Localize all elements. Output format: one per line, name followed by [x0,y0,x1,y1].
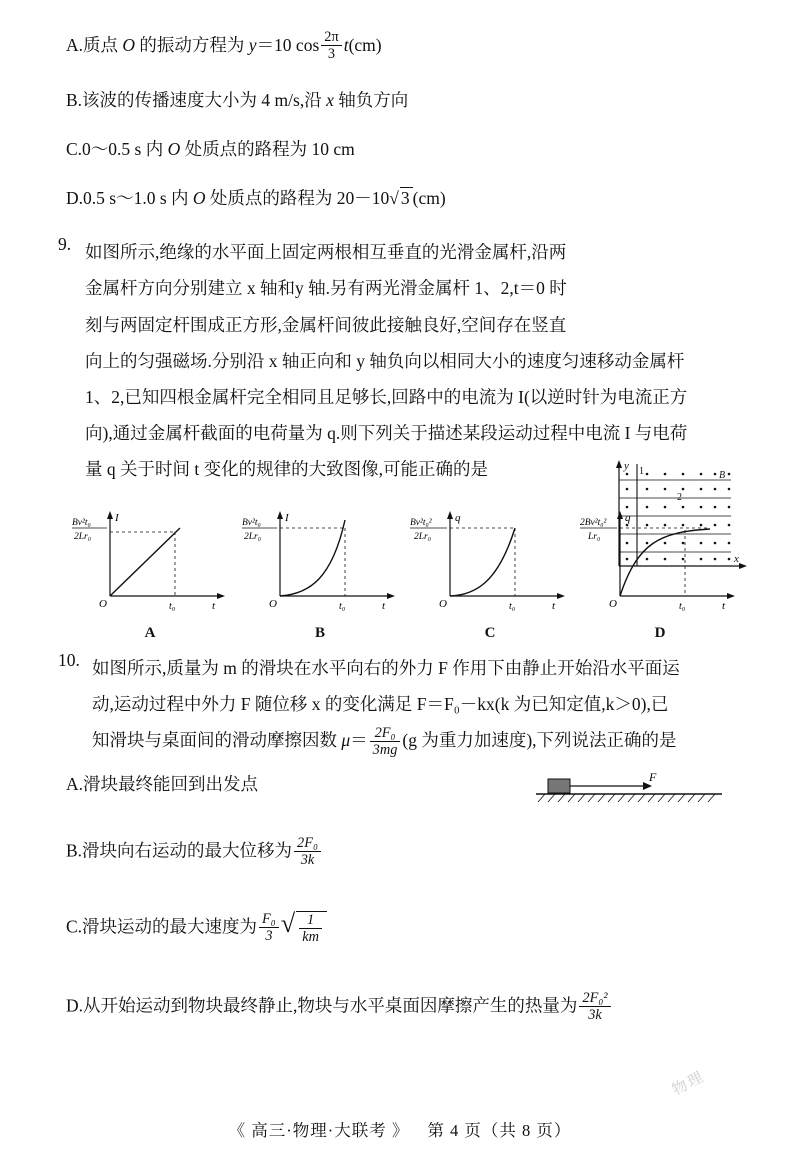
option-a-q10-text: A.滑块最终能回到出发点 [66,773,259,794]
graph-option-b [240,506,400,642]
svg-text:B: B [719,470,726,482]
svg-text:Bv²t₀: Bv²t₀ [242,517,261,528]
svg-text:O: O [269,597,277,610]
question-10-line-3-pre: 知滑块与桌面间的滑动摩擦因数 [92,730,342,751]
svg-text:1: 1 [639,466,644,478]
fraction-2F0-3mg: $\frac{\text{2F₀}}{3mg}$ [370,725,401,758]
question-10-line-2: 动,运动过程中外力 F 随位移 x 的变化满足 F＝F₀－kx(k 为已知定值,k＞0),已 [92,693,669,714]
fraction-F0-3: $\frac{\text{F₀}}{3}$ [259,911,279,944]
svg-text:I: I [285,511,289,524]
question-9-line-2: 金属杆方向分别建立 x 轴和y 轴.另有两光滑金属杆 1、2,t＝0 时 [85,278,567,299]
question-10 [58,650,748,759]
svg-text:O: O [439,597,447,610]
footer-page-number: 第 4 页（共 8 页） [427,1121,572,1140]
svg-text:q: q [455,511,461,524]
question-9-body [58,234,748,488]
option-c-q10: C.滑块运动的最大速度为 $\frac{\text{F₀}}{3}$ √ $\frac{1}{km}$ [58,911,748,945]
question-10-body [58,650,748,759]
option-b-q10-text: B.滑块向右运动的最大位移为 [66,840,293,861]
page-footer [0,1117,800,1141]
page-content [58,30,748,1024]
svg-text:Bv²t₀²: Bv²t₀² [410,517,432,528]
svg-text:2: 2 [677,492,682,504]
svg-text:t: t [382,599,386,612]
option-b-q8 [58,87,748,112]
svg-text:I: I [115,511,119,524]
svg-text:t₀: t₀ [679,600,686,612]
figure-q9 [603,458,748,576]
question-9-line-7: 量 q 关于时间 t 变化的规律的大致图像,可能正确的是 [85,459,488,480]
option-b-q10 [58,836,748,869]
question-10-number: 10. [58,649,80,670]
sqrt-content: $\frac{1}{km}$ [296,911,327,945]
watermark: 物理 [669,1068,708,1099]
svg-text:t₀: t₀ [509,600,516,612]
option-c-q10-text: C.滑块运动的最大速度为 [66,916,258,937]
svg-text:F: F [649,770,657,784]
option-d-q8-text: D.0.5 s～1.0 s 内 O 处质点的路程为 20－10√ 3 (cm) [66,188,446,209]
option-d-q8 [58,185,748,210]
svg-text:2Lr₀: 2Lr₀ [244,531,262,542]
question-10-options [58,771,748,1024]
svg-text:O: O [609,597,617,610]
graph-option-b-label: B [314,624,325,641]
svg-text:Bv²t₀: Bv²t₀ [72,517,91,528]
fraction-2F0-3k: $\frac{\text{2F₀}}{3k}$ [294,835,321,868]
svg-text:q: q [625,511,631,524]
svg-text:Lr₀: Lr₀ [588,531,601,542]
graph-option-d-label: D [654,624,666,641]
question-10-line-3 [92,722,748,759]
option-c-q8-text: C.0～0.5 s 内 O 处质点的路程为 10 cm [66,139,355,160]
graph-option-a [70,506,230,642]
svg-text:t: t [212,599,216,612]
option-c-q8 [58,136,748,161]
svg-text:t: t [722,599,726,612]
svg-text:2Lr₀: 2Lr₀ [414,531,432,542]
fraction-2F0sq-3k: $\frac{\text{2F₀²}}{3k}$ [579,990,610,1023]
question-10-line-3-post: (g 为重力加速度),下列说法正确的是 [402,730,677,751]
svg-text:t₀: t₀ [339,600,346,612]
footer-title: 《 高三·物理·大联考 》 [228,1121,410,1140]
svg-text:x: x [734,553,739,566]
question-9-line-4: 向上的匀强磁场.分别沿 x 轴正向和 y 轴负向以相同大小的速度匀速移动金属杆 [85,350,685,371]
question-9-line-3: 刻与两固定杆围成正方形,金属杆间彼此接触良好,空间存在竖直 [85,314,567,335]
question-9-line-1: 如图所示,绝缘的水平面上固定两根相互垂直的光滑金属杆,沿两 [85,242,567,263]
graph-option-c-label: C [484,624,496,641]
equals-sign: ＝ [350,730,368,751]
svg-text:t₀: t₀ [169,600,176,612]
question-9-number: 9. [58,234,72,255]
option-a-q8-text: A.质点 O 的振动方程为 y＝10 cos $\frac{2\pi}{3}$ t(cm) [66,29,382,63]
figure-q10 [536,771,726,811]
graph-option-a-label: A [144,624,156,641]
svg-text:2Bv²t₀²: 2Bv²t₀² [580,517,607,528]
mu-symbol: μ [341,730,351,751]
question-10-line-1: 如图所示,质量为 m 的滑块在水平向右的外力 F 作用下由静止开始沿水平面运 [92,657,680,678]
option-b-q8-text: B.该波的传播速度大小为 4 m/s,沿 x 轴负方向 [66,90,409,111]
question-9-line-6: 向),通过金属杆截面的电荷量为 q.则下列关于描述某段运动过程中电流 I 与电荷 [85,423,688,444]
option-a-q8 [58,30,748,63]
svg-text:2Lr₀: 2Lr₀ [74,531,92,542]
svg-text:O: O [99,597,107,610]
svg-text:y: y [624,460,629,473]
svg-text:t: t [552,599,556,612]
option-d-q10-text: D.从开始运动到物块最终静止,物块与水平桌面因摩擦产生的热量为 [66,995,578,1016]
graph-option-c [410,506,570,642]
option-d-q10 [58,991,748,1024]
question-9-line-5: 1、2,已知四根金属杆完全相同且足够长,回路中的电流为 I(以逆时针为电流正方 [85,387,688,407]
